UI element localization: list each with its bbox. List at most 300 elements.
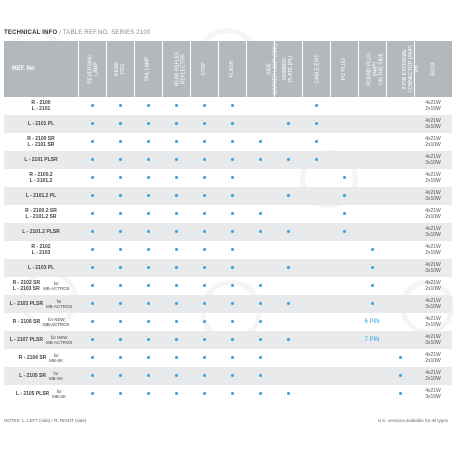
feature-cell: [302, 133, 330, 151]
bulb-value: 3x10W: [425, 124, 441, 130]
ref-number: R - 2100: [31, 100, 51, 106]
ref-numbers: [10, 337, 43, 343]
check-dot-icon: [203, 266, 206, 269]
feature-cell: [358, 349, 386, 367]
table-row: [4, 349, 452, 367]
check-dot-icon: [231, 122, 234, 125]
ref-number: L - 2103 PLSR: [9, 301, 43, 307]
note-line: MB-ACTROS: [45, 304, 73, 309]
feature-cell: [358, 385, 386, 403]
feature-cell: [330, 277, 358, 295]
bulb-value: 2x10W: [425, 250, 441, 256]
header-line: BULB: [430, 62, 437, 76]
feature-cell: [106, 385, 134, 403]
bulb-cell: [414, 331, 452, 349]
bulb-value: 4x21W: [425, 100, 441, 106]
check-dot-icon: [147, 122, 150, 125]
feature-cell: [162, 385, 190, 403]
check-dot-icon: [119, 104, 122, 107]
bulb-value: 2x10W: [425, 142, 441, 148]
feature-cell: [134, 223, 162, 241]
bulb-value: 2x10W: [425, 106, 441, 112]
column-header-ref: REF. No: [4, 41, 78, 97]
table-row: [4, 151, 452, 169]
check-dot-icon: [91, 158, 94, 161]
ref-numbers: [13, 319, 41, 325]
feature-cell: [330, 151, 358, 169]
column-header-label: [341, 58, 347, 80]
column-header-label: [282, 56, 294, 82]
check-dot-icon: [147, 194, 150, 197]
ref-cell: [4, 331, 78, 349]
feature-cell: [218, 97, 246, 115]
note-line: for: [56, 389, 62, 394]
ref-number: L - 2107 PLSR: [9, 337, 43, 343]
table-row: [4, 313, 452, 331]
feature-cell: [302, 385, 330, 403]
feature-cell: [190, 151, 218, 169]
bulb-value: 3x10W: [425, 304, 441, 310]
bulb-cell: [414, 277, 452, 295]
feature-cell: [162, 277, 190, 295]
feature-cell: [302, 205, 330, 223]
ref-number: L - 2101: [31, 106, 51, 112]
ref-number: L - 2105 PLSR: [15, 391, 50, 397]
feature-cell: [190, 367, 218, 385]
vehicle-note: [49, 353, 63, 363]
feature-cell: [218, 115, 246, 133]
column-header-label: [145, 56, 151, 81]
check-dot-icon: [343, 176, 346, 179]
header-line: CONNECTOR (AMP): [407, 45, 414, 93]
header-line: NUMBER: [282, 58, 288, 80]
ref-number: R - 2102 SR: [12, 280, 41, 286]
feature-cell: [106, 205, 134, 223]
bulb-value: 3x10W: [425, 268, 441, 274]
ref-cell: [4, 151, 78, 169]
check-dot-icon: [371, 302, 374, 305]
ref-numbers: [24, 157, 57, 163]
check-dot-icon: [119, 320, 122, 323]
feature-cell: [218, 223, 246, 241]
check-dot-icon: [91, 266, 94, 269]
ref-cell: [4, 133, 78, 151]
feature-cell: [134, 277, 162, 295]
ref-number: L - 2105 SR: [19, 373, 46, 379]
note-line: for: [53, 353, 59, 358]
check-dot-icon: [119, 356, 122, 359]
check-dot-icon: [175, 302, 178, 305]
feature-cell: [190, 169, 218, 187]
feature-cell: [358, 205, 386, 223]
column-header: [330, 41, 358, 97]
feature-cell: [190, 115, 218, 133]
check-dot-icon: [175, 392, 178, 395]
feature-cell: [386, 151, 414, 169]
table-row: [4, 169, 452, 187]
table-row: [4, 241, 452, 259]
feature-cell: [358, 259, 386, 277]
check-dot-icon: [119, 212, 122, 215]
check-dot-icon: [259, 374, 262, 377]
feature-cell: [218, 241, 246, 259]
check-dot-icon: [203, 284, 206, 287]
ref-numbers: [28, 265, 54, 271]
feature-cell: [134, 259, 162, 277]
column-header: [190, 41, 218, 97]
feature-cell: [190, 133, 218, 151]
check-dot-icon: [259, 230, 262, 233]
ref-numbers: [26, 193, 56, 199]
check-dot-icon: [91, 248, 94, 251]
feature-cell: [190, 349, 218, 367]
table-row: [4, 133, 452, 151]
note-line: for NEW: [47, 317, 65, 322]
check-dot-icon: [91, 302, 94, 305]
check-dot-icon: [203, 356, 206, 359]
ref-cell: [4, 205, 78, 223]
feature-cell: [358, 115, 386, 133]
check-dot-icon: [231, 140, 234, 143]
bulb-cell: [414, 115, 452, 133]
bulb-value: 2x10W: [425, 178, 441, 184]
check-dot-icon: [175, 104, 178, 107]
check-dot-icon: [231, 302, 234, 305]
vehicle-note: [52, 389, 66, 399]
feature-cell: [386, 313, 414, 331]
feature-cell: [78, 313, 106, 331]
column-header: [218, 41, 246, 97]
feature-cell: [246, 223, 274, 241]
check-dot-icon: [175, 374, 178, 377]
feature-cell: [218, 151, 246, 169]
bulb-value: 4x21W: [425, 370, 441, 376]
header-line: MARKER LAMP (SML): [272, 43, 279, 95]
table-row: [4, 331, 452, 349]
ref-cell: [4, 259, 78, 277]
feature-cell: [386, 349, 414, 367]
feature-cell: [386, 277, 414, 295]
feature-cell: [162, 295, 190, 313]
column-header: [162, 41, 190, 97]
table-row: [4, 115, 452, 133]
check-dot-icon: [231, 320, 234, 323]
bulb-cell: [414, 349, 452, 367]
feature-cell: [162, 187, 190, 205]
ref-numbers: [16, 391, 49, 397]
feature-cell: [246, 367, 274, 385]
bulb-value: 4x21W: [425, 136, 441, 142]
feature-cell: [78, 133, 106, 151]
bulb-cell: [414, 133, 452, 151]
feature-cell: [134, 133, 162, 151]
feature-cell: [386, 223, 414, 241]
table-row: [4, 223, 452, 241]
check-dot-icon: [147, 266, 150, 269]
feature-cell: [218, 187, 246, 205]
check-dot-icon: [91, 104, 94, 107]
check-dot-icon: [231, 248, 234, 251]
check-dot-icon: [399, 392, 402, 395]
bulb-value: 4x21W: [425, 280, 441, 286]
check-dot-icon: [175, 284, 178, 287]
feature-cell: [302, 115, 330, 133]
check-dot-icon: [91, 374, 94, 377]
feature-cell: [218, 349, 246, 367]
feature-cell: [386, 115, 414, 133]
feature-cell: [302, 313, 330, 331]
feature-cell: [246, 97, 274, 115]
header-line: (AMP): [372, 61, 379, 77]
check-dot-icon: [119, 338, 122, 341]
feature-cell: [78, 151, 106, 169]
note-line: MB-ACTROS: [43, 322, 70, 327]
feature-cell: [78, 367, 106, 385]
check-dot-icon: [231, 158, 234, 161]
feature-cell: [246, 151, 274, 169]
feature-cell: [274, 169, 302, 187]
check-dot-icon: [91, 140, 94, 143]
table-row: [4, 259, 452, 277]
bulb-cell: [414, 169, 452, 187]
feature-cell: [386, 241, 414, 259]
feature-cell: [358, 187, 386, 205]
feature-cell: [218, 277, 246, 295]
check-dot-icon: [203, 392, 206, 395]
vehicle-note: [43, 281, 69, 291]
bulb-value: 4x21W: [425, 316, 441, 322]
check-dot-icon: [259, 140, 262, 143]
check-dot-icon: [147, 158, 150, 161]
check-dot-icon: [147, 212, 150, 215]
bulb-value: 4x21W: [425, 208, 441, 214]
bulb-value: 3x10W: [425, 232, 441, 238]
feature-cell: [190, 385, 218, 403]
check-dot-icon: [203, 302, 206, 305]
bulb-cell: [414, 187, 452, 205]
header-line: REAR REFLEX: [173, 51, 180, 87]
feature-cell: [134, 313, 162, 331]
column-header: [246, 41, 279, 97]
feature-cell: [190, 223, 218, 241]
feature-cell: [330, 259, 358, 277]
bulb-value: 4x21W: [425, 226, 441, 232]
ref-number: R - 2106 SR: [12, 319, 41, 325]
column-header-label: [201, 62, 207, 76]
feature-cell: [302, 97, 330, 115]
bulb-value: 2x10W: [425, 322, 441, 328]
ref-numbers: [22, 229, 59, 235]
feature-cell: [106, 295, 134, 313]
page-title: TECHNICAL INFO / TABLE REF.NO. SERIES 2100: [4, 30, 151, 36]
ref-cell: [4, 313, 78, 331]
feature-cell: [162, 115, 190, 133]
bulb-value: 4x21W: [425, 352, 441, 358]
feature-cell: [386, 205, 414, 223]
feature-cell: [190, 277, 218, 295]
table-row: [4, 205, 452, 223]
header-line: PLATE (PL): [288, 55, 294, 83]
check-dot-icon: [315, 104, 318, 107]
table-row: [4, 385, 452, 403]
feature-cell: [274, 241, 302, 259]
ref-number: L - 2101 SR: [27, 142, 55, 148]
feature-cell: [302, 349, 330, 367]
column-header: [302, 41, 330, 97]
feature-cell: [78, 223, 106, 241]
check-dot-icon: [91, 320, 94, 323]
check-dot-icon: [231, 284, 234, 287]
feature-cell: [386, 367, 414, 385]
column-header-label: [174, 52, 186, 87]
feature-cell: [274, 277, 302, 295]
feature-cell: [106, 97, 134, 115]
feature-cell: [134, 205, 162, 223]
check-dot-icon: [147, 284, 150, 287]
feature-cell: [162, 205, 190, 223]
feature-cell: [302, 331, 330, 349]
feature-cell: [330, 241, 358, 259]
check-dot-icon: [147, 104, 150, 107]
check-dot-icon: [147, 374, 150, 377]
feature-cell: [78, 205, 106, 223]
feature-cell: [134, 169, 162, 187]
check-dot-icon: [203, 104, 206, 107]
bulb-value: 4x21W: [425, 334, 441, 340]
feature-cell: [218, 295, 246, 313]
feature-cell: [386, 385, 414, 403]
feature-cell: [134, 187, 162, 205]
bulb-cell: [414, 259, 452, 277]
feature-cell: [358, 241, 386, 259]
column-header-label: [314, 55, 320, 84]
check-dot-icon: [287, 194, 290, 197]
column-header: [134, 41, 162, 97]
feature-cell: [162, 97, 190, 115]
check-dot-icon: [203, 194, 206, 197]
feature-cell: [302, 223, 330, 241]
feature-cell: [218, 367, 246, 385]
feature-cell: [386, 187, 414, 205]
feature-cell: [330, 169, 358, 187]
column-header-label: [401, 45, 419, 93]
table-row: [4, 97, 452, 115]
column-header-label: [266, 43, 278, 94]
check-dot-icon: [231, 356, 234, 359]
feature-cell: [246, 295, 274, 313]
feature-cell: [162, 349, 190, 367]
feature-cell: [162, 151, 190, 169]
note-line: MB-SK: [52, 394, 67, 399]
check-dot-icon: [175, 356, 178, 359]
feature-cell: [218, 331, 246, 349]
bulb-value: 4x21W: [425, 244, 441, 250]
feature-cell: [162, 133, 190, 151]
feature-cell: [134, 349, 162, 367]
feature-cell: [162, 169, 190, 187]
feature-cell: [330, 385, 358, 403]
feature-cell: [386, 169, 414, 187]
bulb-value: 2x10W: [425, 376, 441, 382]
ref-cell: [4, 115, 78, 133]
feature-cell: [274, 223, 302, 241]
check-dot-icon: [147, 356, 150, 359]
ref-numbers: [10, 301, 43, 307]
note-line: MB-ACTROS: [45, 340, 73, 345]
feature-cell: [330, 133, 358, 151]
feature-cell: [134, 151, 162, 169]
feature-cell: [190, 259, 218, 277]
bulb-value: 4x21W: [425, 262, 441, 268]
check-dot-icon: [315, 158, 318, 161]
header-line: REFLECTOR: [179, 53, 186, 85]
feature-cell: [246, 277, 274, 295]
check-dot-icon: [231, 374, 234, 377]
check-dot-icon: [371, 266, 374, 269]
bulb-cell: [414, 295, 452, 313]
note-line: for: [53, 371, 59, 376]
feature-cell: [162, 331, 190, 349]
bulb-value: 3x10W: [425, 196, 441, 202]
check-dot-icon: [119, 284, 122, 287]
check-dot-icon: [91, 230, 94, 233]
ref-cell: [4, 97, 78, 115]
feature-cell: [274, 385, 302, 403]
column-header: [78, 41, 106, 97]
feature-cell: [274, 187, 302, 205]
feature-cell: [106, 241, 134, 259]
check-dot-icon: [91, 392, 94, 395]
check-dot-icon: [287, 122, 290, 125]
check-dot-icon: [287, 338, 290, 341]
check-dot-icon: [175, 230, 178, 233]
ref-number: R - 2100.2: [29, 172, 53, 178]
check-dot-icon: [231, 230, 234, 233]
pin-label: 6 PIN: [364, 319, 380, 325]
feature-cell: [246, 205, 274, 223]
feature-cell: [274, 133, 302, 151]
check-dot-icon: [203, 374, 206, 377]
check-dot-icon: [203, 248, 206, 251]
feature-cell: [134, 331, 162, 349]
check-dot-icon: [91, 212, 94, 215]
ref-number: L - 2101.2 PL: [25, 192, 57, 199]
bulb-value: 4x21W: [425, 172, 441, 178]
ref-numbers: [31, 244, 50, 256]
ref-cell: [4, 349, 78, 367]
table-row: [4, 277, 452, 295]
feature-cell: [106, 169, 134, 187]
feature-cell: [78, 241, 106, 259]
feature-cell: [330, 313, 358, 331]
feature-cell: [106, 331, 134, 349]
check-dot-icon: [119, 302, 122, 305]
table-row: [4, 187, 452, 205]
ref-number: L - 2103 PL: [27, 264, 55, 271]
feature-cell: [106, 313, 134, 331]
bulb-value: 4x21W: [425, 388, 441, 394]
check-dot-icon: [287, 392, 290, 395]
check-dot-icon: [147, 230, 150, 233]
feature-cell: [302, 259, 330, 277]
note-line: MB-SK: [49, 358, 64, 363]
vehicle-note: [49, 371, 63, 381]
bulb-value: 4x21W: [425, 154, 441, 160]
check-dot-icon: [287, 266, 290, 269]
feature-cell: [190, 331, 218, 349]
feature-cell: [246, 349, 274, 367]
feature-cell: [78, 295, 106, 313]
